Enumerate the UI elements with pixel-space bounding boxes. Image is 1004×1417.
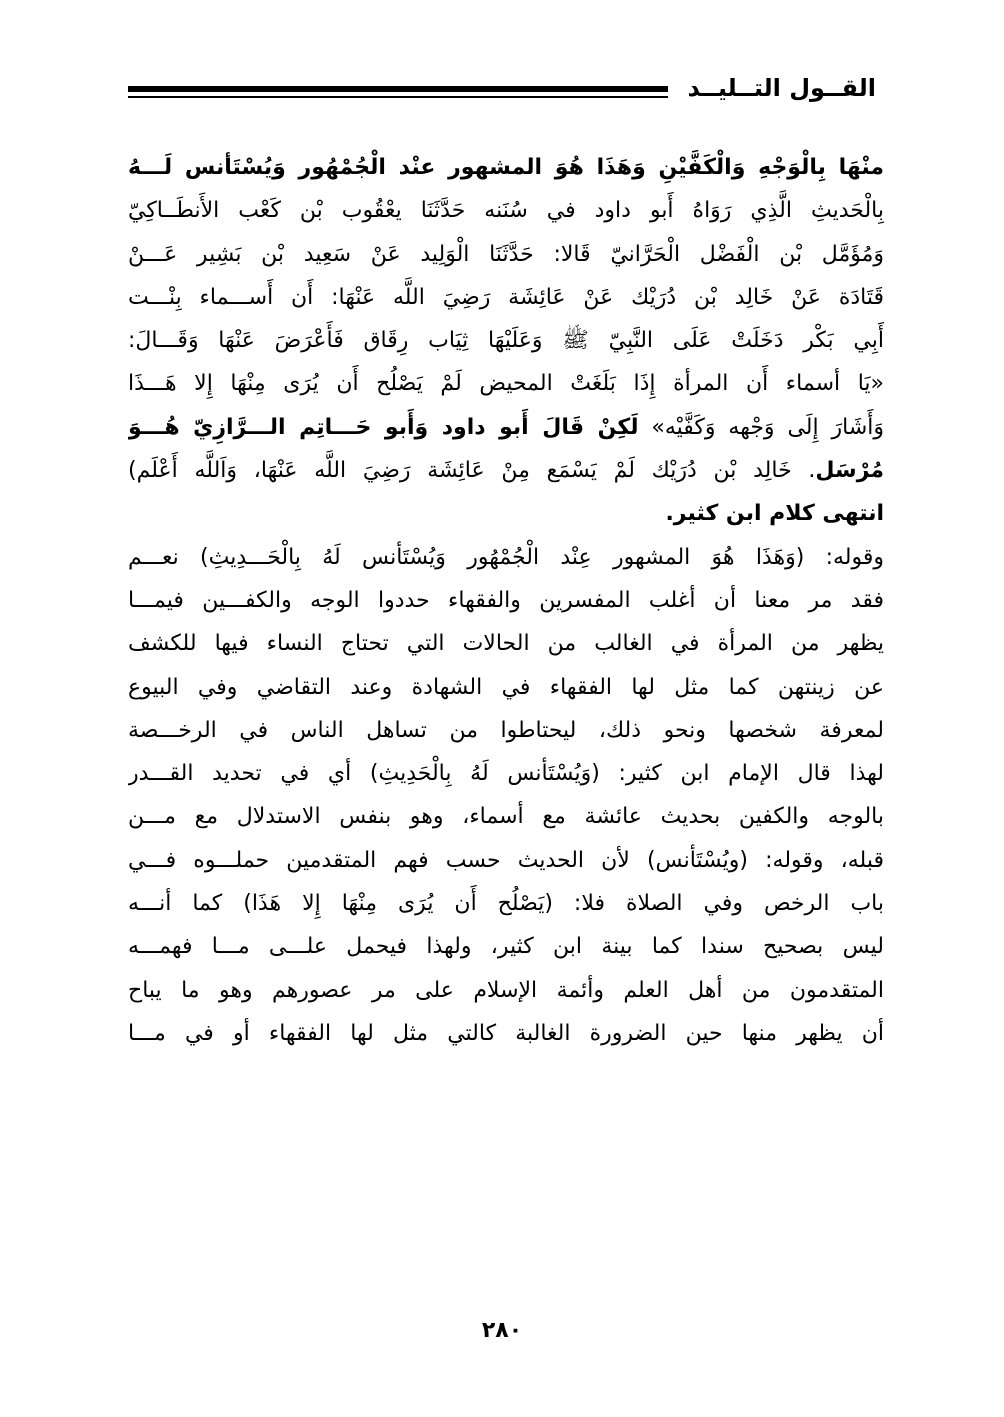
header-rule-thick	[128, 86, 668, 92]
text-segment: بِالْحَديثِ الَّذِي رَوَاهُ أَبو داود في سُنَنه حَدَّثَنَا يعْقُوب بْن كَعْب الأَنطَــاكِيّ	[128, 198, 884, 224]
text-line	[128, 492, 884, 535]
body-text	[128, 146, 884, 1055]
text-line	[128, 795, 884, 838]
text-segment: ليس بصحيح سندا كما بينة ابن كثير، ولهذا فيحمل علـــى مـــا فهمـــه	[128, 934, 884, 960]
text-line	[128, 882, 884, 925]
text-line	[128, 579, 884, 622]
text-segment: قَتَادَة عَنْ خَالِد بْن دُرَيْك عَنْ عَائِشَة رَضِيَ اللَّه عَنْهَا: أَن أَســـماء بِنْـــت	[128, 284, 884, 310]
text-segment: يظهر من المرأة في الغالب من الحالات التي تحتاج النساء فيها للكشف	[128, 631, 884, 657]
text-segment: باب الرخص وفي الصلاة فلا: (يَصْلُح أَن يُرَى مِنْهَا إِلا هَذَا) كما أنـــه	[128, 891, 884, 917]
text-line	[128, 406, 884, 449]
bold-text-segment: انتهى كلام ابن كثير.	[665, 501, 884, 527]
page-number: ٢٨٠	[481, 1318, 523, 1343]
text-line	[128, 752, 884, 795]
text-segment: قبله، وقوله: (ويُسْتَأنس) لأن الحديث حسب فهم المتقدمين حملـــوه فـــي	[128, 847, 884, 873]
text-line	[128, 709, 884, 752]
text-line	[128, 622, 884, 665]
text-line	[128, 319, 884, 362]
text-line	[128, 925, 884, 968]
bold-text-segment: لَكِنْ قَالَ أَبو داود وَأَبو حَـــاتِم الـــرَّازِيّ هُـــوَ	[128, 414, 639, 440]
bold-text-segment: مُرْسَل	[815, 458, 884, 484]
text-line	[128, 146, 884, 189]
text-line	[128, 536, 884, 579]
header-rule-thin	[128, 96, 668, 98]
text-line	[128, 449, 884, 492]
text-segment: وَأَشَارَ إِلَى وَجْهه وَكَفَّيْه»	[638, 414, 884, 440]
text-segment: أَبِي بَكْر دَخَلَتْ عَلَى النَّبِيّ ﷺ وَعَلَيْهَا ثِيَاب رِقَاق فَأَعْرَضَ عَنْهَا وَقَـــالَ:	[128, 328, 884, 354]
text-line	[128, 969, 884, 1012]
text-line	[128, 1012, 884, 1055]
book-title: القــول التــليــد	[687, 74, 876, 102]
bold-text-segment: منْهَا بِالْوَجْهِ وَالْكَفَّيْنِ وَهَذَا هُوَ المشهور عنْد الْجُمْهُور وَيُسْتَأنس لَـــهُ	[128, 155, 884, 180]
text-segment: . خَالِد بْن دُرَيْك لَمْ يَسْمَع مِنْ عَائِشَة رَضِيَ اللَّه عَنْهَا، وَاَللَّه أَعْلَم)	[128, 458, 816, 484]
text-segment: أن يظهر منها حين الضرورة الغالبة كالتي مثل لها الفقهاء أو في مـــا	[128, 1020, 884, 1046]
text-segment: لهذا قال الإمام ابن كثير: (وَيُسْتَأنس لَهُ بِالْحَدِيثِ) أي في تحديد القـــدر	[128, 761, 884, 787]
text-line	[128, 666, 884, 709]
text-segment: وَمُؤَمَّل بْن الْفَضْل الْحَرَّانيّ قَالا: حَدَّثَنَا الْوَلِيد عَنْ سَعِيد بْن بَشِير عَـــنْ	[128, 241, 884, 267]
text-segment: المتقدمون من أهل العلم وأئمة الإسلام على مر عصورهم وهو ما يباح	[128, 977, 884, 1003]
text-segment: بالوجه والكفين بحديث عائشة مع أسماء، وهو بنفس الاستدلال مع مـــن	[128, 804, 884, 830]
text-segment: فقد مر معنا أن أغلب المفسرين والفقهاء حددوا الوجه والكفـــين فيمـــا	[128, 587, 884, 613]
text-segment: عن زينتهن كما مثل لها الفقهاء في الشهادة وعند التقاضي وفي البيوع	[128, 674, 884, 700]
running-header	[128, 68, 884, 116]
text-line	[128, 233, 884, 276]
text-line	[128, 839, 884, 882]
text-line	[128, 362, 884, 405]
text-line	[128, 189, 884, 232]
text-segment: «يَا أسماء أَن المرأة إِذَا بَلَغَتْ المحيض لَمْ يَصْلُح أَن يُرَى مِنْهَا إِلا هَـــذَا	[128, 371, 884, 397]
text-line	[128, 276, 884, 319]
text-segment: وقوله: (وَهَذَا هُوَ المشهور عِنْد الْجُمْهُور وَيُسْتَأنس لَهُ بِالْحَـــدِيثِ) نعـــم	[128, 544, 884, 570]
text-segment: لمعرفة شخصها ونحو ذلك، ليحتاطوا من تساهل الناس في الرخـــصة	[128, 717, 884, 743]
